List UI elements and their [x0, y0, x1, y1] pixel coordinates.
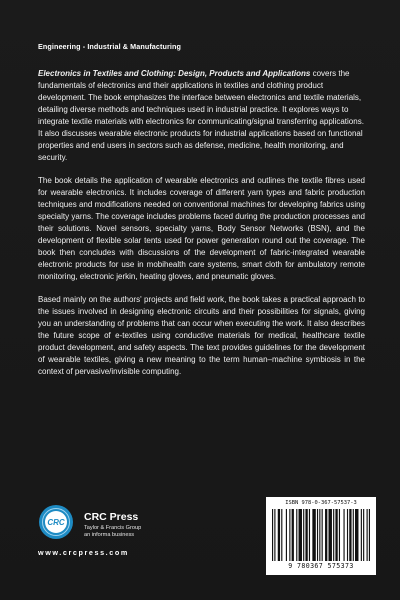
barcode-bar — [347, 509, 348, 561]
barcode-bar — [274, 509, 275, 561]
description-paragraph-3: Based mainly on the authors' projects and field work, the book takes a practical approach to the issues involved in designing electronic circuits and their possibilities for signals, giving you an understanding of problems that can occur when executing the work. It also describes the future scope of e-textiles using conductive materials for medical, healthcare textile product development, and safety aspects. The text provides guidelines for the development of wearable textiles, giving a new meaning to the term human–machine symbiosis in the context of pervasive/invisible computing. — [38, 295, 365, 376]
category-label: Engineering - Industrial & Manufacturing — [38, 42, 181, 51]
barcode-bar — [328, 509, 331, 561]
description-paragraph-2: The book details the application of wearable electronics and outlines the textile fibres used for wearable electronics. It includes coverage of different yarn types and fabric production techniques and modifications needed on conventional machines for developing fabrics using specialty yarns. The coverage includes problems faced during the production processes and their solutions. Novel sensors, specialty yarns, Body Sensor Networks (BSN), and the development of flexible solar tents used for power generation round out the coverage. The book then concludes with discussions of the development of fabric-integrated wearable electronic products for use in mobihealth care systems, smart cloth for ambulatory remote monitoring, electronic jerkin, heating gloves, and pneumatic gloves. — [38, 176, 365, 281]
barcode-bar — [353, 509, 354, 561]
isbn-barcode — [266, 497, 376, 575]
barcode-bar — [278, 509, 280, 561]
barcode-bar — [281, 509, 282, 561]
ean-digits: 9 780367 575373 — [288, 562, 354, 570]
barcode-bar — [322, 509, 323, 561]
barcode-bar — [317, 509, 318, 561]
crc-press-logo-icon — [38, 504, 74, 540]
barcode-bar — [286, 509, 287, 561]
barcode-bar — [335, 509, 337, 561]
barcode-bar — [339, 509, 340, 561]
barcode-bars — [272, 509, 370, 561]
barcode-bar — [292, 509, 294, 561]
description-paragraph-1 — [38, 68, 365, 164]
barcode-bar — [367, 509, 368, 561]
barcode-bar — [349, 509, 351, 561]
barcode-bar — [299, 509, 302, 561]
barcode-bar — [363, 509, 364, 561]
book-title: Electronics in Textiles and Clothing: Design, Products and Applications — [38, 69, 311, 78]
barcode-bar — [309, 509, 310, 561]
barcode-bar — [289, 509, 290, 561]
barcode-bar — [272, 509, 273, 561]
description-body — [38, 68, 365, 389]
barcode-bar — [355, 509, 358, 561]
barcode-bar — [303, 509, 304, 561]
publisher-url: www.crcpress.com — [38, 548, 129, 557]
publisher-tagline: an informa business — [84, 532, 135, 538]
barcode-bar — [333, 509, 334, 561]
barcode-bar — [296, 509, 297, 561]
barcode-bar — [343, 509, 344, 561]
barcode-bar — [325, 509, 327, 561]
barcode-bar — [312, 509, 315, 561]
barcode-bar — [319, 509, 320, 561]
paragraph-1-text: covers the fundamentals of electronics and their applications in textiles and clothing product development. The book emphasizes the interface between electronics and textile materials, detailing diverse methods and techniques used in industrial practice. It explores ways to integrate textile materials with electronics for communicating/signal transferring applications. It also discusses wearable electronic products for industrial applications based on functional properties and end users in sectors such as defense, medicine, health monitoring, and security. — [38, 69, 364, 162]
barcode-bar — [305, 509, 307, 561]
barcode-bar — [369, 509, 370, 561]
publisher-block — [38, 504, 208, 556]
isbn-number: ISBN 978-0-367-57537-3 — [285, 500, 357, 506]
crc-logo-text: CRC — [47, 518, 65, 527]
publisher-name: CRC Press — [84, 511, 139, 523]
barcode-bar — [361, 509, 362, 561]
publisher-group: Taylor & Francis Group — [84, 525, 142, 531]
